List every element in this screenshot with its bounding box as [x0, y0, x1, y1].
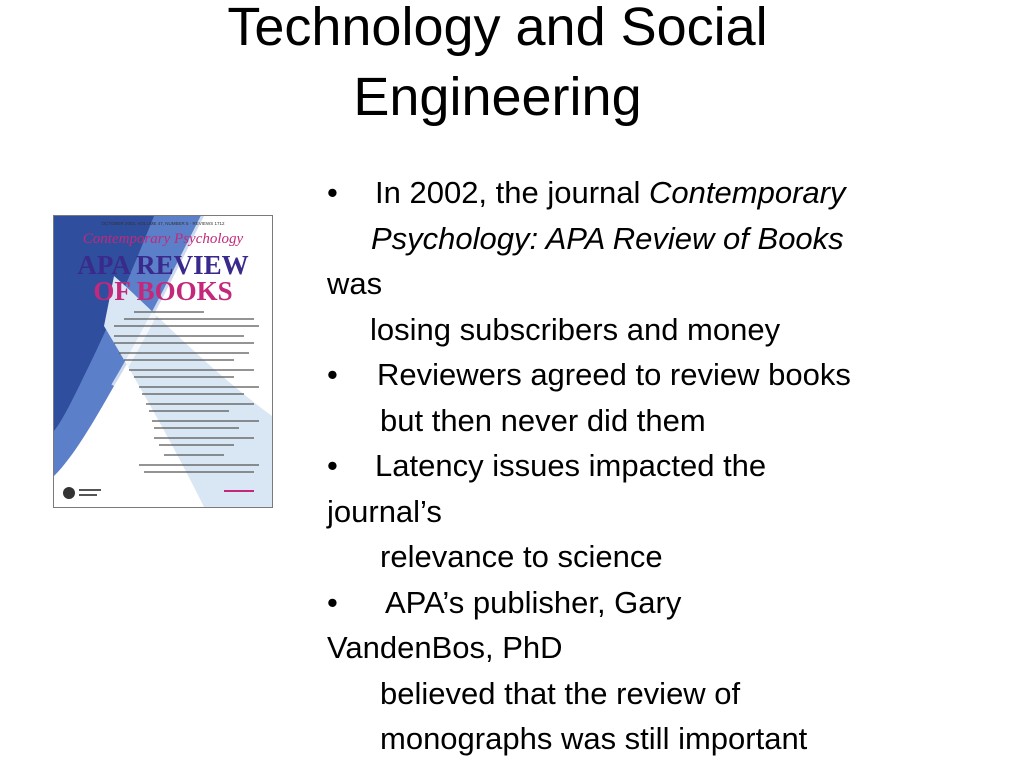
bullet-marker: •	[327, 448, 338, 483]
bullet-3-continuation: relevance to science	[380, 539, 663, 574]
bullet-4-continuation-2: monographs was still important	[380, 721, 808, 756]
bullet-2-continuation: but then never did them	[380, 402, 706, 438]
bullet-1-plain: In 2002, the journal	[375, 175, 650, 210]
bullet-4-line-2	[327, 625, 987, 671]
slide-title	[0, 0, 995, 132]
cover-headline-line-2: OF BOOKS	[93, 276, 233, 306]
cover-publisher-logo	[63, 487, 75, 499]
bullet-2-text: Reviewers agreed to review books	[377, 357, 851, 392]
cover-apa-mark	[224, 490, 254, 492]
bullet-1-was: was	[327, 266, 383, 301]
title-line-2: Engineering	[353, 67, 642, 127]
bullet-1-journal-name: Psychology: APA Review of Books	[371, 220, 844, 256]
bullet-marker: •	[327, 175, 338, 210]
cover-journal-name: Contemporary Psychology	[82, 231, 244, 247]
bullet-4-continuation-1: believed that the review of	[380, 675, 741, 711]
bullet-marker: •	[327, 357, 338, 392]
bullet-1-line-4	[327, 307, 987, 353]
bullet-1-continuation: losing subscribers and money	[370, 311, 781, 347]
bullet-1-line-2	[327, 216, 987, 262]
bullet-1-line-1	[327, 170, 987, 216]
bullet-3-line-3	[327, 534, 987, 580]
bullet-3-line-2	[327, 489, 987, 535]
title-line-1: Technology and Social	[227, 0, 768, 57]
bullet-2-line-2	[327, 398, 987, 444]
bullet-1-italic: Contemporary	[649, 175, 846, 210]
journal-cover-image	[53, 215, 273, 508]
bullet-3-line-1	[327, 443, 987, 489]
bullet-2-line-1	[327, 352, 987, 398]
cover-publisher-text-line	[79, 494, 97, 496]
bullet-4-text: APA’s publisher, Gary	[385, 584, 682, 620]
bullet-4-line-4	[327, 716, 987, 762]
bullet-1-text	[327, 175, 845, 210]
bullet-3-text: Latency issues impacted the	[375, 448, 767, 483]
bullet-4-line-3	[327, 671, 987, 717]
bullet-4-line-1	[327, 580, 987, 626]
bullet-marker: •	[327, 584, 338, 620]
journal-cover-art	[54, 216, 272, 507]
bullet-4-name: VandenBos, PhD	[327, 630, 563, 665]
cover-publisher-text-line	[79, 489, 101, 491]
bullet-list	[327, 170, 987, 762]
bullet-1-line-3	[327, 261, 987, 307]
cover-issue-line: OCTOBER 2002, VOLUME 47, NUMBER 5 · REVIEWS 1712	[101, 221, 225, 226]
bullet-3-journals: journal’s	[327, 493, 442, 529]
cover-headline-line-1: APA REVIEW	[77, 250, 249, 280]
